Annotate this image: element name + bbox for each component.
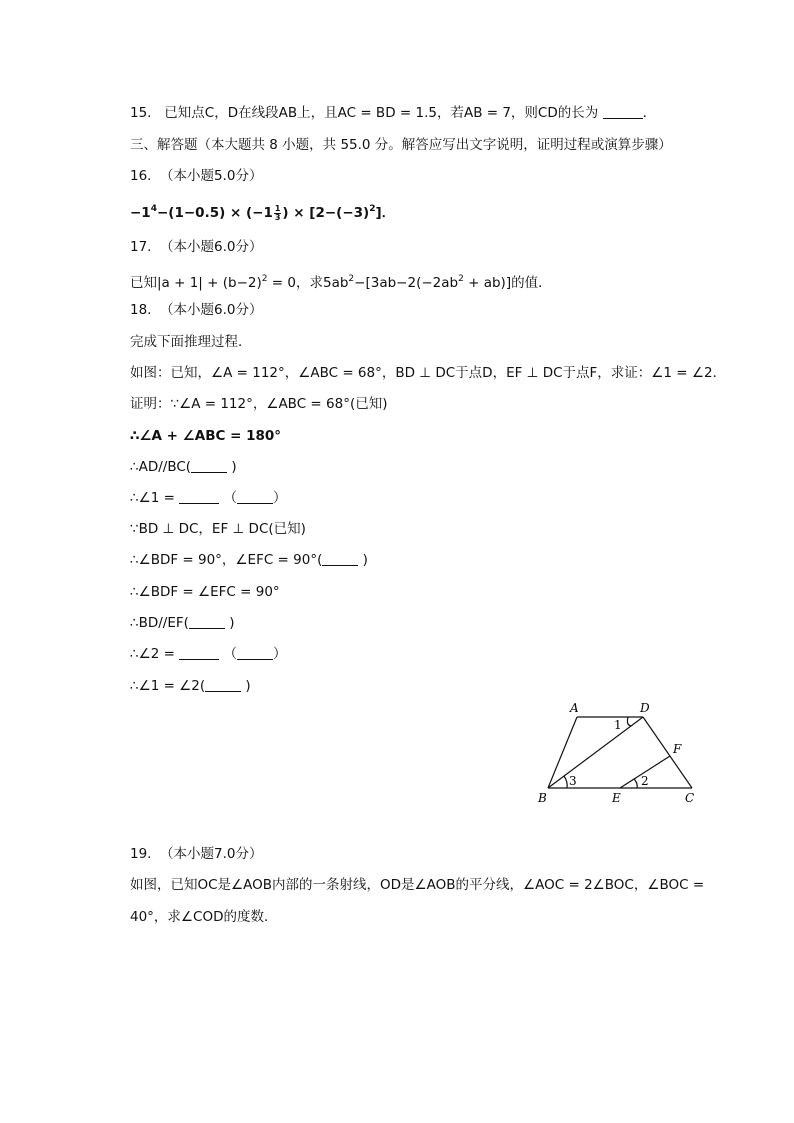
angle-label-2: 2 bbox=[641, 774, 649, 788]
proof-step bbox=[130, 645, 286, 663]
q18-header bbox=[130, 301, 262, 319]
expr-part: ]． bbox=[375, 205, 396, 221]
q19-line2: 40°，求∠COD的度数． bbox=[130, 909, 278, 925]
text-part: = 0，求5ab bbox=[267, 275, 349, 291]
angle-label-1: 1 bbox=[614, 718, 622, 732]
label-C: C bbox=[685, 791, 695, 805]
step-close: ) bbox=[241, 678, 251, 694]
reason-blank[interactable] bbox=[237, 647, 273, 660]
paren-open: （ bbox=[223, 646, 237, 662]
q18-intro: 完成下面推理过程． bbox=[130, 334, 252, 350]
expr-part: −1 bbox=[130, 205, 151, 221]
proof-step bbox=[130, 489, 286, 507]
q17-header bbox=[130, 238, 262, 256]
exponent: 2 bbox=[348, 274, 355, 284]
text-part: −[3ab−2(−2ab bbox=[354, 275, 459, 291]
expr-part: −(1−0.5) × (−1 bbox=[156, 205, 273, 221]
angle-label-3: 3 bbox=[569, 774, 577, 788]
proof-step: ∴∠BDF = ∠EFC = 90° bbox=[130, 584, 280, 600]
question-number: 17. bbox=[130, 239, 152, 255]
step-close: ) bbox=[224, 615, 235, 631]
trapezoid-diagram bbox=[530, 696, 710, 811]
label-A: A bbox=[570, 701, 579, 715]
section-heading: 三、解答题（本大题共 8 小题，共 55.0 分。解答应写出文字说明，证明过程或演算步骤） bbox=[130, 137, 672, 153]
answer-blank[interactable] bbox=[603, 106, 643, 119]
text-part: + ab)]的值． bbox=[463, 275, 552, 291]
paren-open: （ bbox=[223, 490, 237, 506]
expr-part: ) × [2−(−3) bbox=[282, 205, 370, 221]
paren-close: ） bbox=[272, 490, 287, 506]
reason-blank[interactable] bbox=[205, 679, 241, 692]
question-score: （本小题5.0分） bbox=[160, 168, 263, 184]
step-text: ∴∠1 = bbox=[130, 490, 180, 506]
step-close: ) bbox=[227, 459, 237, 475]
proof-step: ∵BD ⊥ DC，EF ⊥ DC(已知) bbox=[130, 521, 306, 537]
proof-step bbox=[130, 458, 237, 476]
answer-blank[interactable] bbox=[179, 647, 219, 660]
proof-step bbox=[130, 551, 368, 569]
q16-header bbox=[130, 167, 262, 185]
angle-2-arc bbox=[634, 779, 637, 788]
proof-step bbox=[130, 614, 234, 632]
geometry-figure bbox=[530, 696, 710, 811]
reason-blank[interactable] bbox=[237, 491, 273, 504]
reason-blank[interactable] bbox=[191, 460, 227, 473]
question-score: （本小题7.0分） bbox=[160, 846, 263, 862]
fraction-numerator: 1 bbox=[274, 203, 281, 213]
step-close: ) bbox=[358, 552, 368, 568]
q15-text: 已知点C，D在线段AB上，且AC = BD = 1.5，若AB = 7，则CD的长为 bbox=[164, 105, 599, 121]
q15-end: ． bbox=[642, 105, 657, 121]
question-number: 16. bbox=[130, 168, 152, 184]
step-text: ∴BD//EF( bbox=[130, 615, 189, 631]
step-text: ∴∠BDF = 90°，∠EFC = 90°( bbox=[130, 552, 323, 568]
exponent: 4 bbox=[150, 204, 157, 214]
answer-blank[interactable] bbox=[179, 491, 219, 504]
reason-blank[interactable] bbox=[189, 616, 225, 629]
text-part: 已知|a + 1| + (b−2) bbox=[130, 275, 262, 291]
q19-line1: 如图，已知OC是∠AOB内部的一条射线，OD是∠AOB的平分线，∠AOC = 2∠BOC，∠BOC = bbox=[130, 877, 705, 893]
segment-DC bbox=[643, 717, 692, 788]
exponent: 2 bbox=[369, 204, 376, 214]
proof-step bbox=[130, 677, 251, 695]
angle-1-arc bbox=[627, 717, 631, 726]
q16-expression bbox=[130, 200, 395, 222]
q18-given: 如图：已知，∠A = 112°，∠ABC = 68°，BD ⊥ DC于点D，EF ⊥ DC于点F，求证：∠1 = ∠2． bbox=[130, 365, 727, 381]
exponent: 2 bbox=[261, 274, 268, 284]
exponent: 2 bbox=[458, 274, 464, 284]
label-F: F bbox=[673, 742, 682, 756]
fraction bbox=[274, 205, 282, 222]
label-D: D bbox=[640, 701, 650, 715]
question-score: （本小题6.0分） bbox=[160, 239, 263, 255]
question-score: （本小题6.0分） bbox=[160, 302, 263, 318]
fraction-denominator: 3 bbox=[274, 212, 281, 222]
step-text: ∴∠1 = ∠2( bbox=[130, 678, 206, 694]
q19-header bbox=[130, 845, 262, 863]
step-text: ∴AD//BC( bbox=[130, 459, 192, 475]
question-number: 18. bbox=[130, 302, 152, 318]
q15-line bbox=[130, 104, 656, 122]
angle-3-arc bbox=[564, 776, 567, 788]
label-E: E bbox=[612, 791, 621, 805]
label-B: B bbox=[538, 791, 547, 805]
reason-blank[interactable] bbox=[322, 553, 358, 566]
question-number: 19. bbox=[130, 846, 152, 862]
step-text: ∴∠2 = bbox=[130, 646, 180, 662]
proof-step: 证明：∵∠A = 112°，∠ABC = 68°(已知) bbox=[130, 396, 388, 412]
proof-step: ∴∠A + ∠ABC = 180° bbox=[130, 428, 282, 444]
question-number: 15. bbox=[130, 105, 152, 121]
paren-close: ） bbox=[272, 646, 287, 662]
q17-text bbox=[130, 270, 552, 292]
